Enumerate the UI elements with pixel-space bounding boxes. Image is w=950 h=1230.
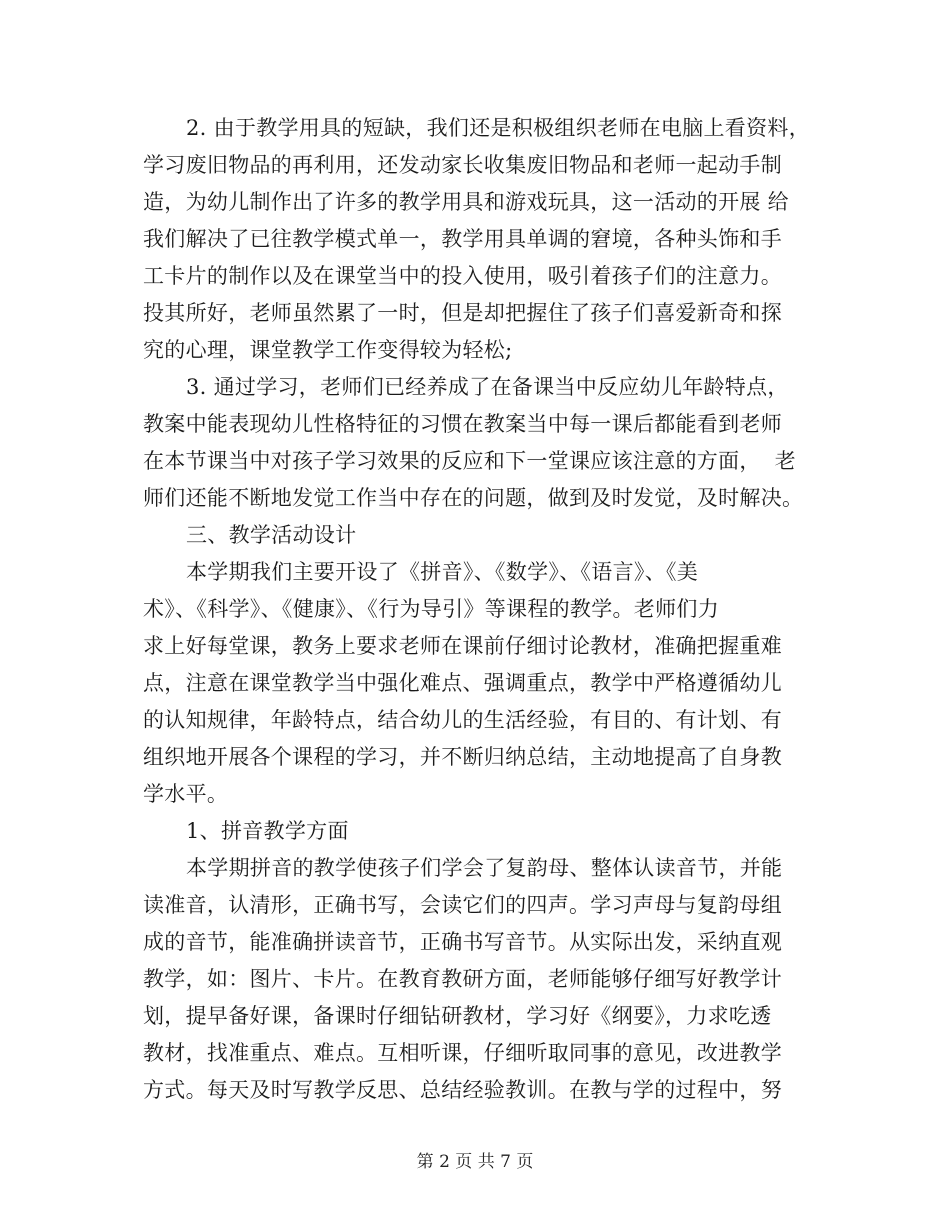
paragraph-line: 本学期拼音的教学使孩子们学会了复韵母、整体认读音节，并能: [186, 856, 783, 880]
paragraph-line: 我们解决了已往教学模式单一，教学用具单调的窘境，各种头饰和手: [143, 227, 782, 251]
paragraph-line: 3. 通过学习，老师们已经养成了在备课当中反应幼儿年龄特点，: [186, 375, 789, 399]
paragraph-line: 组织地开展各个课程的学习，并不断归纳总结，主动地提高了自身教: [143, 745, 782, 769]
paragraph-line: 教材，找准重点、难点。互相听课，仔细听取同事的意见，改进教学: [143, 1041, 782, 1065]
paragraph-line: 的认知规律，年龄特点，结合幼儿的生活经验，有目的、有计划、有: [143, 708, 782, 732]
paragraph-line: 方式。每天及时写教学反思、总结经验教训。在教与学的过程中，努: [143, 1078, 782, 1102]
paragraph-line: 究的心理，课堂教学工作变得较为轻松;: [143, 338, 513, 362]
paragraph-line: 学习废旧物品的再利用，还发动家长收集废旧物品和老师一起动手制: [143, 153, 782, 177]
paragraph-line: 教案中能表现幼儿性格特征的习惯在教案当中每一课后都能看到老师: [143, 412, 782, 436]
page-number-footer: 第 2 页 共 7 页: [416, 1152, 534, 1172]
paragraph-line: 工卡片的制作以及在课堂当中的投入使用，吸引着孩子们的注意力。: [143, 264, 782, 288]
paragraph-line: 投其所好，老师虽然累了一时，但是却把握住了孩子们喜爱新奇和探: [143, 301, 782, 325]
section-heading: 三、教学活动设计: [186, 523, 357, 547]
subsection-heading: 1、拼音教学方面: [186, 819, 349, 843]
paragraph-line: 在本节课当中对孩子学习效果的反应和下一堂课应该注意的方面， 老: [143, 449, 796, 473]
paragraph-line: 成的音节，能准确拼读音节，正确书写音节。从实际出发，采纳直观: [143, 930, 782, 954]
paragraph-line: 点，注意在课堂教学当中强化难点、强调重点，教学中严格遵循幼儿: [143, 671, 782, 695]
paragraph-line: 造，为幼儿制作出了许多的教学用具和游戏玩具，这一活动的开展 给: [143, 190, 789, 214]
paragraph-line: 读准音，认清形，正确书写，会读它们的四声。学习声母与复韵母组: [143, 893, 782, 917]
paragraph-line: 术》、《科学》、《健康》、《行为导引》等课程的教学。老师们力: [143, 597, 719, 621]
paragraph-line: 学水平。: [143, 782, 229, 806]
paragraph-line: 划，提早备好课，备课时仔细钻研教材，学习好《纲要》，力求吃透: [143, 1004, 772, 1028]
paragraph-line: 师们还能不断地发觉工作当中存在的问题，做到及时发觉，及时解决。: [143, 486, 804, 510]
paragraph-line: 教学，如：图片、卡片。在教育教研方面，老师能够仔细写好教学计: [143, 967, 782, 991]
paragraph-line: 2. 由于教学用具的短缺，我们还是积极组织老师在电脑上看资料，: [186, 116, 811, 140]
paragraph-line: 本学期我们主要开设了《拼音》、《数学》、《语言》、《美: [186, 560, 699, 584]
paragraph-line: 求上好每堂课，教务上要求老师在课前仔细讨论教材，准确把握重难: [143, 634, 782, 658]
